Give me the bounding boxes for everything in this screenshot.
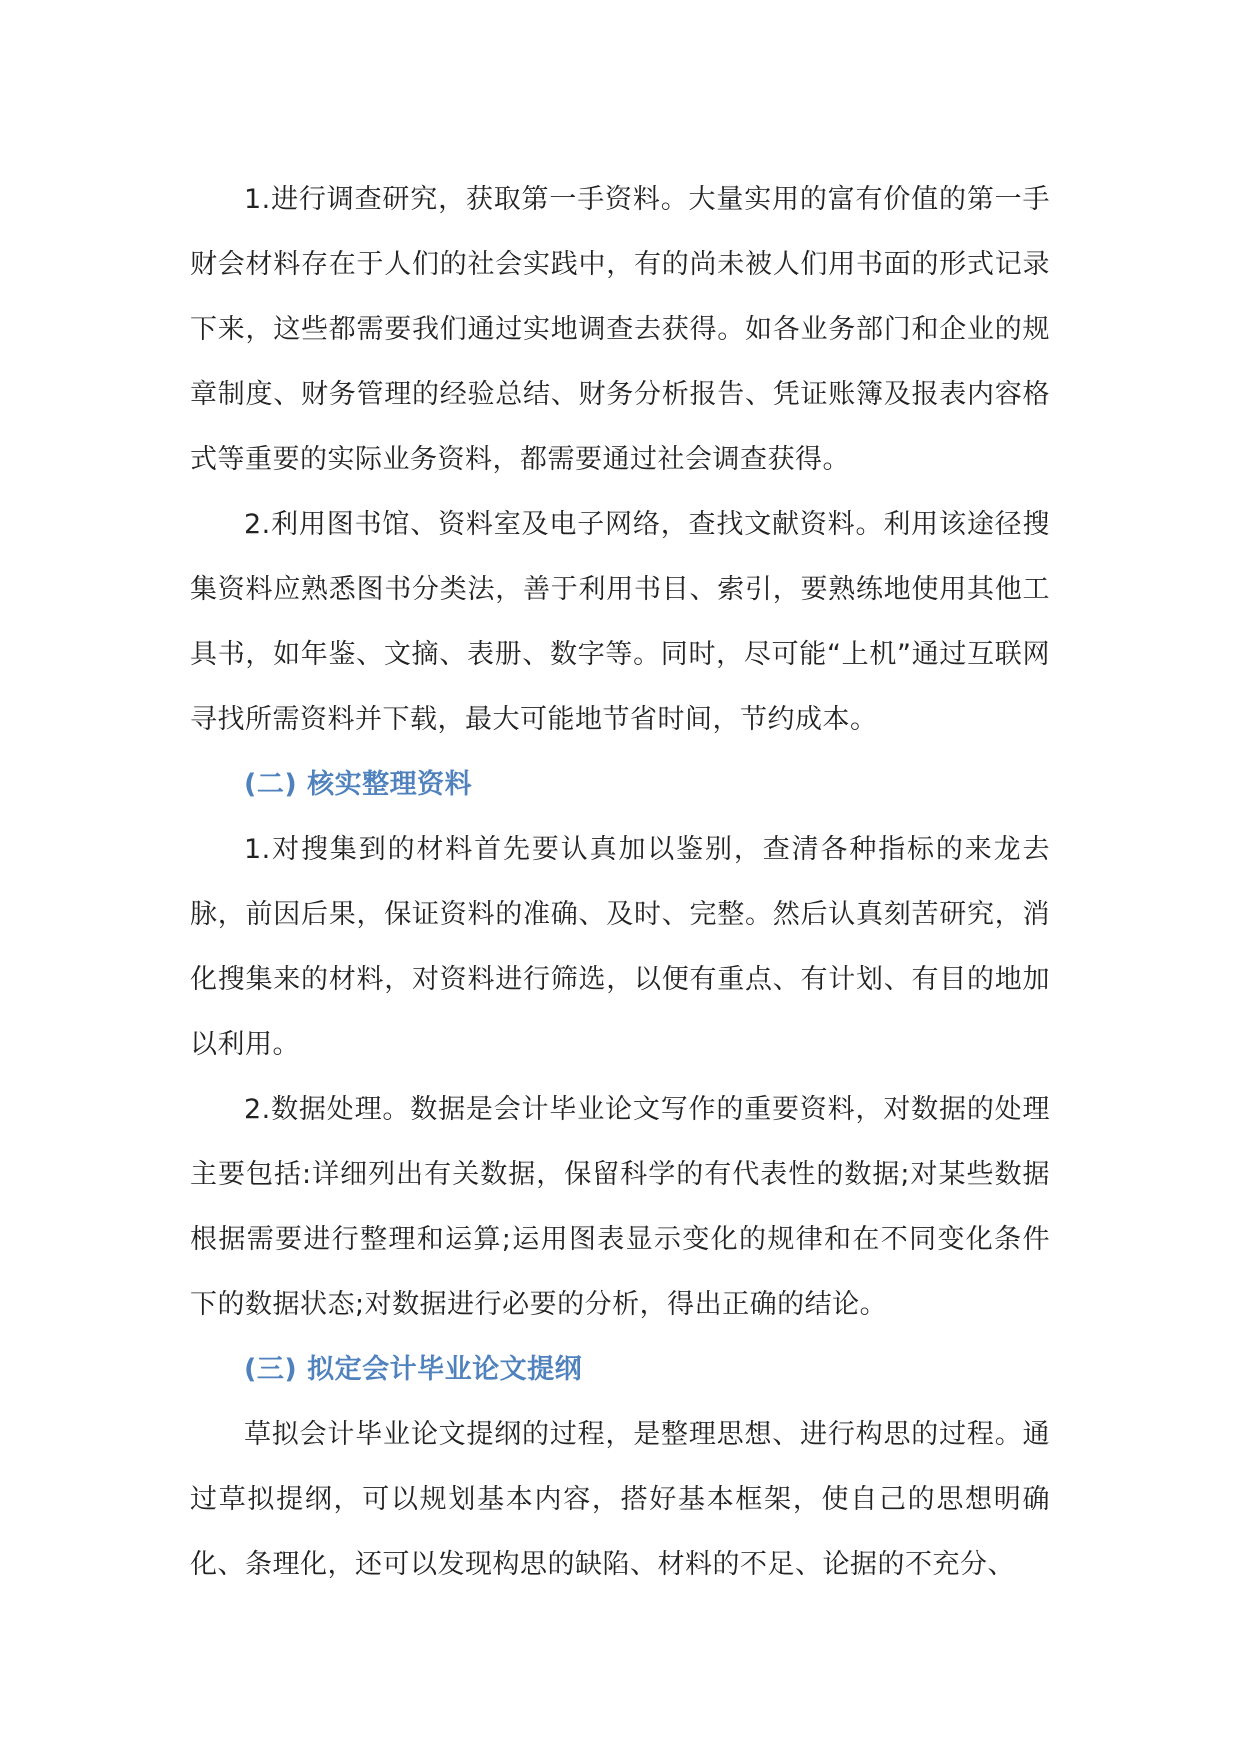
section-heading-outline: (三) 拟定会计毕业论文提纲 xyxy=(244,1354,583,1385)
paragraph-library-research: 2.利用图书馆、资料室及电子网络，查找文献资料。利用该途径搜集资料应熟悉图书分类法，善于利用书目、索引，要熟练地使用其他工具书，如年鉴、文摘、表册、数字等。同时，尽可能“上机”通过互联网寻找所需资料并下载，最大可能地节省时间，节约成本。 xyxy=(190,509,1050,735)
paragraph-field-research: 1.进行调查研究，获取第一手资料。大量实用的富有价值的第一手财会材料存在于人们的社会实践中，有的尚未被人们用书面的形式记录下来，这些都需要我们通过实地调查去获得。如各业务部门和企业的规章制度、财务管理的经验总结、财务分析报告、凭证账簿及报表内容格式等重要的实际业务资料，都需要通过社会调查获得。 xyxy=(190,184,1050,475)
paragraph-data-processing: 2.数据处理。数据是会计毕业论文写作的重要资料，对数据的处理主要包括:详细列出有关数据，保留科学的有代表性的数据;对某些数据根据需要进行整理和运算;运用图表显示变化的规律和在不同变化条件下的数据状态;对数据进行必要的分析，得出正确的结论。 xyxy=(190,1094,1050,1320)
section-heading-verify-data: (二) 核实整理资料 xyxy=(244,769,473,800)
paragraph-draft-outline: 草拟会计毕业论文提纲的过程，是整理思想、进行构思的过程。通过草拟提纲，可以规划基本内容，搭好基本框架，使自己的思想明确化、条理化，还可以发现构思的缺陷、材料的不足、论据的不充分、 xyxy=(190,1419,1050,1580)
document-page xyxy=(190,167,1050,1597)
paragraph-identify-materials: 1.对搜集到的材料首先要认真加以鉴别，查清各种指标的来龙去脉，前因后果，保证资料的准确、及时、完整。然后认真刻苦研究，消化搜集来的材料，对资料进行筛选，以便有重点、有计划、有目的地加以利用。 xyxy=(190,834,1050,1060)
